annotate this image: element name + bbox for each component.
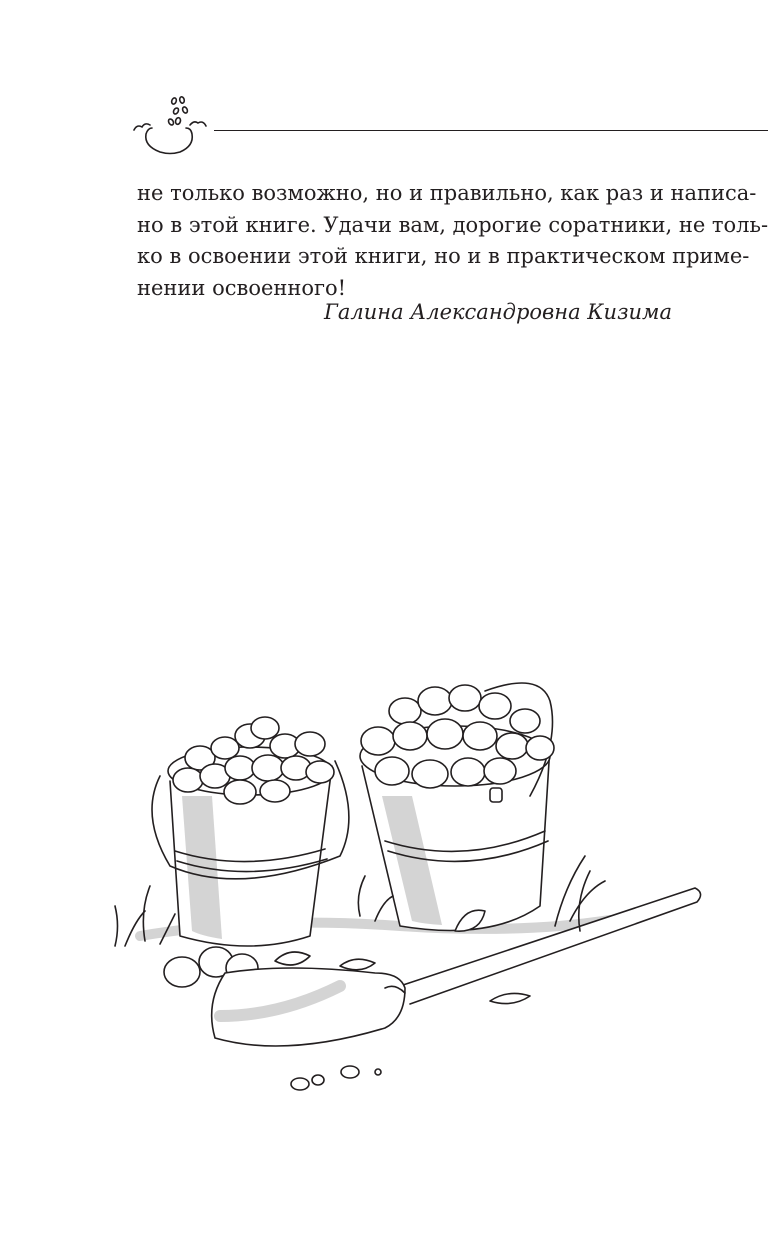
- seed-pot-icon: [130, 92, 210, 162]
- body-line: ко в освоении этой книги, но и в практическом приме-: [137, 244, 750, 268]
- right-bucket: [360, 683, 554, 931]
- body-line: не только возможно, но и правильно, как раз и написа-: [137, 181, 757, 205]
- potato-buckets-illustration: [100, 676, 720, 1106]
- left-bucket: [152, 717, 349, 946]
- author-signature: Галина Александровна Кизима: [323, 300, 672, 324]
- header-rule: [214, 130, 768, 131]
- body-line: нении освоенного!: [137, 275, 347, 300]
- body-text: [137, 178, 768, 304]
- body-line: но в этой книге. Удачи вам, дорогие соратники, не толь-: [137, 212, 768, 237]
